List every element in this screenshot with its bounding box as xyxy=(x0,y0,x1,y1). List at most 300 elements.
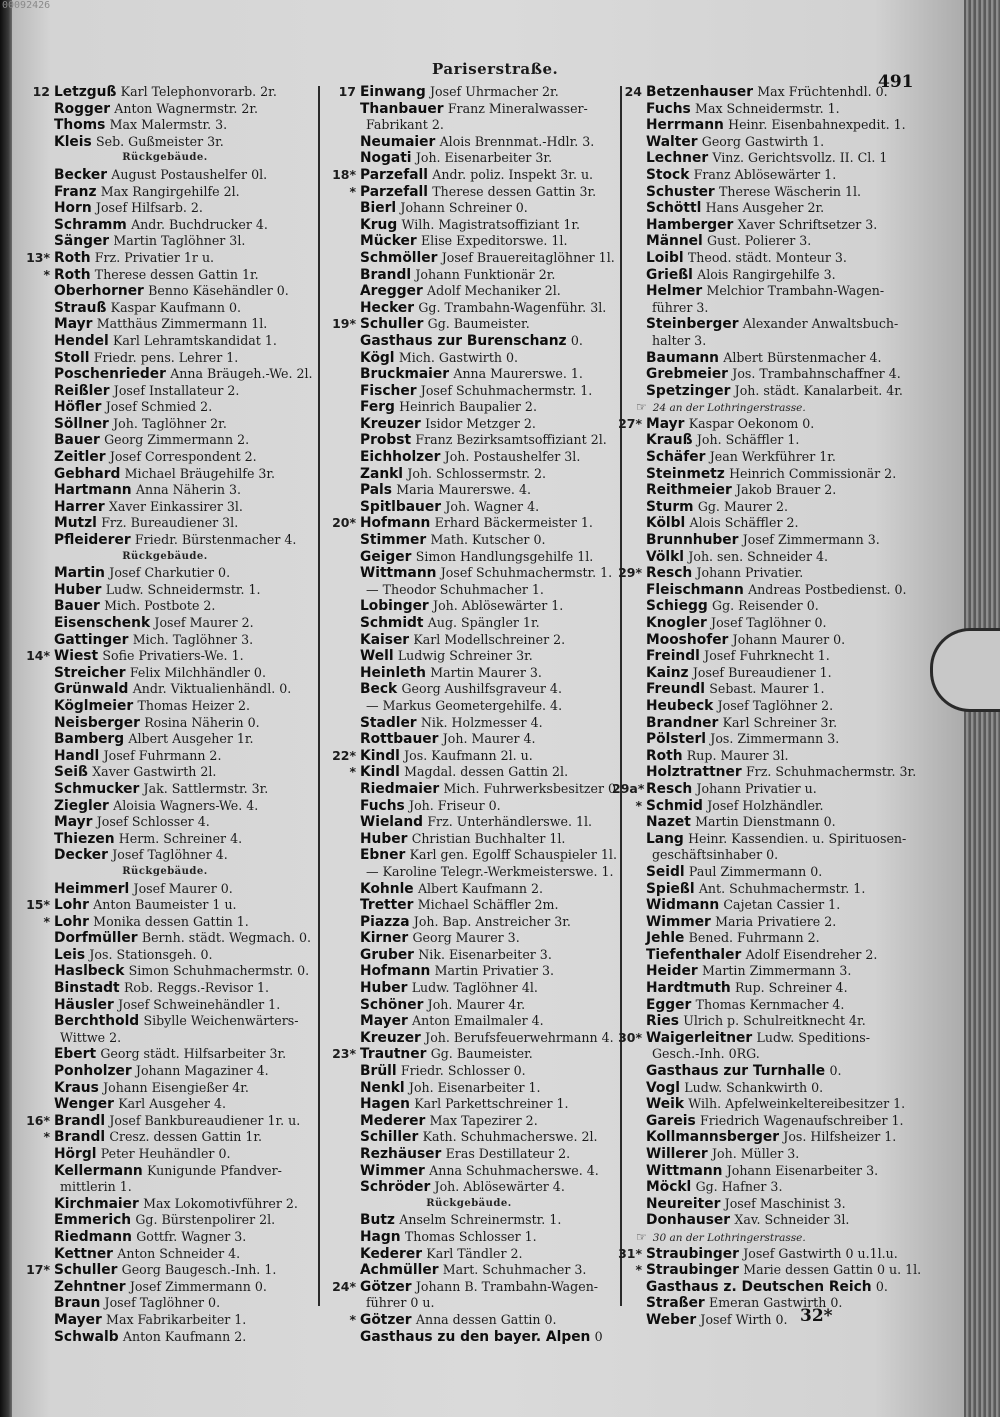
entry-detail: Wilh. Magistratsoffiziant 1r. xyxy=(401,216,580,232)
directory-entry xyxy=(612,1279,942,1296)
entry-detail: Josef Installateur 2. xyxy=(113,382,240,398)
directory-entry xyxy=(326,780,621,798)
entry-detail: Nik. Eisenarbeiter 3. xyxy=(418,946,552,962)
page-number: 491 xyxy=(878,72,914,92)
resident-name: Schuller xyxy=(54,1262,118,1279)
directory-entry xyxy=(612,947,942,964)
directory-entry xyxy=(612,416,942,433)
directory-entry xyxy=(612,665,942,682)
entry-detail: Thomas Heizer 2. xyxy=(137,697,251,713)
resident-name: Stoll xyxy=(54,349,90,366)
section-subheading: Rückgebäude. xyxy=(122,152,208,164)
entry-detail: Wittwe 2. xyxy=(60,1029,122,1045)
resident-name: Brüll xyxy=(360,1063,397,1080)
directory-entry xyxy=(612,150,942,167)
directory-entry xyxy=(326,1262,612,1279)
entry-detail: Andr. Viktualienhändl. 0. xyxy=(132,681,292,697)
directory-entry xyxy=(20,1163,310,1180)
directory-entry xyxy=(612,1246,942,1263)
resident-name: Mayr xyxy=(54,814,93,831)
directory-entry xyxy=(612,515,942,532)
entry-detail: Anton Schneider 4. xyxy=(117,1245,241,1261)
entry-detail: Mich. Postbote 2. xyxy=(104,598,216,614)
directory-entry xyxy=(20,532,310,549)
entry-detail: Max Rangirgehilfe 2l. xyxy=(100,183,240,199)
entry-detail: Adolf Mechaniker 2l. xyxy=(427,283,561,299)
resident-name: Mutzl xyxy=(54,515,97,532)
entry-detail: Josef Maurer 0. xyxy=(133,880,233,896)
directory-entry xyxy=(326,515,612,532)
house-number: * xyxy=(43,913,50,929)
directory-entry xyxy=(326,1329,612,1346)
entry-detail: Josef Schuhmachermstr. 1. xyxy=(420,382,593,398)
entry-detail: Johann Magaziner 4. xyxy=(135,1063,269,1079)
entry-detail: Andr. Buchdrucker 4. xyxy=(131,216,268,232)
entry-detail: Kaspar Oekonom 0. xyxy=(688,415,815,431)
entry-detail: Paul Zimmermann 0. xyxy=(688,863,823,879)
resident-name: Lang xyxy=(646,830,684,847)
directory-entry xyxy=(20,283,310,300)
resident-name: Schuller xyxy=(360,316,424,333)
directory-entry xyxy=(20,914,310,931)
entry-detail: Johann Eisenarbeiter 3. xyxy=(726,1162,879,1178)
directory-entry xyxy=(326,1030,612,1047)
entry-detail: Johann Eisengießer 4r. xyxy=(103,1079,249,1095)
directory-entry xyxy=(20,1146,310,1163)
resident-name: Fuchs xyxy=(360,797,405,814)
entry-detail: Max Tapezirer 2. xyxy=(429,1112,538,1128)
resident-name: Nogati xyxy=(360,150,412,167)
entry-detail: Albert Ausgeher 1r. xyxy=(128,731,254,747)
entry-detail: Josef Taglöhner 0. xyxy=(104,1295,221,1311)
directory-entry xyxy=(326,648,612,665)
resident-name: Widmann xyxy=(646,897,720,914)
resident-name: Bauer xyxy=(54,598,100,615)
entry-detail: Josef Taglöhner 0. xyxy=(711,615,827,630)
entry-continuation xyxy=(20,1030,310,1047)
resident-name: Krauß xyxy=(646,432,693,449)
entry-detail: Josef Charkutier 0. xyxy=(109,565,231,581)
directory-entry xyxy=(612,582,942,599)
resident-name: Seiß xyxy=(54,764,88,781)
section-subheading: Rückgebäude. xyxy=(122,550,208,562)
resident-name: Nenkl xyxy=(360,1079,405,1096)
resident-name: Zeitler xyxy=(54,449,106,466)
resident-name: Beck xyxy=(360,681,398,698)
resident-name: Huber xyxy=(360,830,408,847)
entry-detail: Marie dessen Gattin 0 u. 1l. xyxy=(743,1262,922,1278)
entry-detail: Gust. Polierer 3. xyxy=(707,233,812,249)
resident-name: Poschenrieder xyxy=(54,366,166,383)
resident-name: Kleis xyxy=(54,133,92,150)
directory-entry xyxy=(20,134,310,151)
resident-name: Schiegg xyxy=(646,598,708,615)
resident-name: Knogler xyxy=(646,615,707,631)
directory-entry xyxy=(20,515,310,532)
resident-name: Betzenhauser xyxy=(646,84,754,100)
directory-entry xyxy=(612,101,942,118)
entry-detail: — Markus Geometergehilfe. 4. xyxy=(366,697,563,713)
directory-entry xyxy=(20,316,310,333)
resident-name: Heider xyxy=(646,963,698,980)
directory-entry xyxy=(20,665,310,682)
resident-name: Spitlbauer xyxy=(360,498,442,515)
directory-entry xyxy=(20,1295,310,1312)
resident-name: Kainz xyxy=(646,664,689,681)
entry-detail: Jos. Stationsgeh. 0. xyxy=(89,946,213,962)
entry-detail: Martin Zimmermann 3. xyxy=(701,963,852,979)
entry-detail: Josef Zimmermann 3. xyxy=(742,532,880,548)
column-3 xyxy=(612,84,942,1329)
directory-entry xyxy=(326,1279,612,1296)
directory-entry xyxy=(20,980,310,997)
entry-detail: Josef Correspondent 2. xyxy=(109,449,257,465)
entry-continuation xyxy=(20,1179,310,1196)
directory-entry xyxy=(20,963,310,980)
resident-name: Schmöller xyxy=(360,249,438,266)
directory-entry xyxy=(326,366,612,383)
entry-detail: Max Früchtenhdl. 0. xyxy=(757,84,888,99)
resident-name: Götzer xyxy=(360,1311,412,1328)
directory-entry xyxy=(326,598,612,615)
entry-detail: Maria Privatiere 2. xyxy=(715,913,837,929)
directory-entry xyxy=(612,350,942,367)
entry-detail: Ludw. Schankwirth 0. xyxy=(684,1079,824,1095)
resident-name: Thoms xyxy=(54,117,106,134)
resident-name: Köglmeier xyxy=(54,697,134,714)
entry-detail: Bernh. städt. Wegmach. 0. xyxy=(141,930,312,946)
entry-detail: Josef Hilfsarb. 2. xyxy=(95,200,203,216)
directory-entry xyxy=(326,980,612,997)
house-number: * xyxy=(43,1129,50,1145)
entry-detail: Jos. Hilfsheizer 1. xyxy=(783,1129,897,1145)
resident-name: Straubinger xyxy=(646,1262,739,1279)
directory-entry xyxy=(20,930,310,947)
resident-name: Brunnhuber xyxy=(646,532,739,549)
directory-entry xyxy=(326,499,612,516)
entry-detail: Johann Privatier u. xyxy=(696,780,817,796)
resident-name: Walter xyxy=(646,133,698,150)
entry-detail: Georg Zimmermann 2. xyxy=(104,432,250,448)
resident-name: Resch xyxy=(646,565,693,582)
resident-name: Straubinger xyxy=(646,1245,739,1262)
directory-entry xyxy=(20,117,310,134)
entry-detail: Peter Heuhändler 0. xyxy=(100,1146,231,1161)
resident-name: Höfler xyxy=(54,399,102,416)
resident-name: Seidl xyxy=(646,863,685,880)
resident-name: Parzefall xyxy=(360,183,429,200)
entry-detail: Joh. Postaushelfer 3l. xyxy=(444,449,581,465)
entry-detail: Gg. Hafner 3. xyxy=(695,1179,783,1195)
resident-name: Dorfmüller xyxy=(54,930,138,947)
resident-name: Ferg xyxy=(360,399,395,416)
directory-entry xyxy=(326,217,612,234)
directory-entry xyxy=(20,1063,310,1080)
entry-detail: Heinr. Eisenbahnexpedit. 1. xyxy=(728,117,906,133)
resident-name: Aregger xyxy=(360,283,423,300)
entry-detail: Friedr. pens. Lehrer 1. xyxy=(93,349,239,365)
cross-reference-text: 24 an der Lothringerstrasse. xyxy=(652,402,806,415)
entry-detail: mittlerin 1. xyxy=(60,1179,132,1195)
entry-detail: Ludw. Speditions- xyxy=(756,1029,871,1045)
entry-continuation xyxy=(612,300,942,317)
resident-name: Weber xyxy=(646,1311,697,1328)
resident-name: Helmer xyxy=(646,283,703,300)
directory-entry xyxy=(612,499,942,516)
resident-name: Hörgl xyxy=(54,1146,97,1162)
entry-detail: Aloisia Wagners-We. 4. xyxy=(113,797,259,813)
entry-detail: Gg. Trambahn-Wagenführ. 3l. xyxy=(418,299,607,315)
house-number: 27* xyxy=(618,415,642,431)
entry-detail: Karl Schreiner 3r. xyxy=(722,714,838,730)
resident-name: Tretter xyxy=(360,897,414,914)
entry-detail: Joh. städt. Kanalarbeit. 4r. xyxy=(734,382,903,398)
resident-name: Spießl xyxy=(646,880,695,897)
entry-detail: Hans Ausgeher 2r. xyxy=(705,200,825,216)
resident-name: Götzer xyxy=(360,1278,412,1295)
entry-detail: Friedrich Wagenaufschreiber 1. xyxy=(700,1112,904,1128)
resident-name: Kettner xyxy=(54,1245,113,1262)
resident-name: Neisberger xyxy=(54,714,140,731)
resident-name: Becker xyxy=(54,166,108,183)
house-number: 22* xyxy=(332,747,356,763)
resident-name: Kölbl xyxy=(646,515,686,532)
resident-name: Stadler xyxy=(360,714,417,731)
resident-name: Pölsterl xyxy=(646,731,707,748)
resident-name: Lobinger xyxy=(360,598,429,615)
resident-name: Schiller xyxy=(360,1129,419,1146)
directory-entry xyxy=(612,482,942,499)
resident-name: Piazza xyxy=(360,913,410,930)
house-number: * xyxy=(349,764,356,780)
directory-entry xyxy=(612,217,942,234)
directory-entry xyxy=(20,499,310,516)
resident-name: Lohr xyxy=(54,913,89,930)
directory-entry xyxy=(612,167,942,184)
entry-detail: Josef Schmied 2. xyxy=(105,399,213,415)
entry-detail: Math. Kutscher 0. xyxy=(430,532,546,548)
resident-name: Achmüller xyxy=(360,1262,439,1279)
resident-name: Schmid xyxy=(646,797,703,814)
entry-detail: Theod. städt. Monteur 3. xyxy=(687,249,847,265)
pointing-hand-icon: ☞ xyxy=(636,400,647,415)
directory-entry xyxy=(326,947,612,964)
directory-entry xyxy=(20,466,310,483)
column-2 xyxy=(326,84,621,1345)
entry-detail: Adolf Eisendreher 2. xyxy=(745,946,878,962)
directory-entry xyxy=(20,1113,310,1130)
directory-entry xyxy=(326,715,612,732)
entry-detail: Joh. sen. Schneider 4. xyxy=(688,548,829,564)
directory-entry xyxy=(612,764,942,781)
directory-entry xyxy=(326,383,612,400)
resident-name: Mayer xyxy=(54,1311,102,1328)
entry-detail: Gg. Baumeister. xyxy=(427,316,530,332)
resident-name: Mooshofer xyxy=(646,631,729,648)
resident-name: Möckl xyxy=(646,1179,692,1196)
entry-detail: Sebast. Maurer 1. xyxy=(709,681,825,697)
directory-entry xyxy=(612,449,942,466)
resident-name: Brandl xyxy=(54,1112,106,1129)
directory-entry xyxy=(612,681,942,698)
entry-detail: Friedr. Schlosser 0. xyxy=(400,1063,526,1079)
resident-name: Hardtmuth xyxy=(646,980,731,997)
directory-entry xyxy=(20,250,310,267)
directory-entry xyxy=(20,615,310,632)
entry-detail: Isidor Metzger 2. xyxy=(425,415,536,431)
resident-name: Einwang xyxy=(360,84,426,100)
resident-name: Well xyxy=(360,648,394,665)
directory-entry xyxy=(612,1080,942,1097)
directory-entry xyxy=(612,930,942,947)
entry-detail: Karl Tändler 2. xyxy=(426,1245,523,1261)
resident-name: Schöttl xyxy=(646,200,702,217)
directory-entry xyxy=(612,532,942,549)
entry-detail: Alois Rangirgehilfe 3. xyxy=(697,266,836,282)
directory-entry xyxy=(612,748,942,765)
entry-detail: Xaver Gastwirth 2l. xyxy=(92,764,217,780)
resident-name: Hofmann xyxy=(360,963,431,980)
resident-name: Hagen xyxy=(360,1096,410,1113)
directory-entry xyxy=(326,184,612,201)
entry-detail: Eras Destillateur 2. xyxy=(445,1146,571,1161)
directory-entry xyxy=(326,615,612,632)
house-number: * xyxy=(349,1311,356,1327)
entry-detail: Mich. Taglöhner 3. xyxy=(132,631,254,647)
directory-entry xyxy=(326,681,612,698)
directory-entry xyxy=(20,715,310,732)
resident-name: Thiezen xyxy=(54,830,115,847)
directory-entry xyxy=(612,383,942,400)
directory-entry xyxy=(612,831,942,848)
entry-detail: Maria Maurerswe. 4. xyxy=(396,482,531,498)
directory-entry xyxy=(20,897,310,914)
directory-entry xyxy=(612,798,942,815)
resident-name: Schramm xyxy=(54,216,127,233)
resident-name: Egger xyxy=(646,996,692,1013)
entry-detail: Friedr. Bürstenmacher 4. xyxy=(134,532,297,548)
cross-reference-note xyxy=(612,1229,942,1246)
resident-name: Hecker xyxy=(360,299,415,316)
resident-name: Probst xyxy=(360,432,412,449)
directory-entry xyxy=(20,350,310,367)
entry-detail: Josef Gastwirth 0 u.1l.u. xyxy=(743,1245,898,1261)
entry-continuation xyxy=(612,333,942,350)
section-subheading: Rückgebäude. xyxy=(426,1197,512,1209)
resident-name: Lohr xyxy=(54,897,89,914)
resident-name: Donhauser xyxy=(646,1212,731,1229)
resident-name: Gasthaus zu den bayer. Alpen xyxy=(360,1328,591,1345)
entry-detail: Jos. Zimmermann 3. xyxy=(710,731,840,747)
resident-name: Braun xyxy=(54,1295,101,1312)
entry-detail: Benno Käsehändler 0. xyxy=(148,283,289,299)
entry-detail: Joh. Wagner 4. xyxy=(445,498,540,514)
entry-detail: Aug. Spängler 1r. xyxy=(427,615,540,630)
resident-name: Rottbauer xyxy=(360,731,439,748)
resident-name: Grießl xyxy=(646,266,693,283)
house-number: 16* xyxy=(26,1112,50,1128)
directory-entry xyxy=(20,432,310,449)
resident-name: Roth xyxy=(54,249,91,266)
resident-name: Sänger xyxy=(54,233,110,250)
resident-name: Straßer xyxy=(646,1295,705,1312)
entry-detail: Karl Ausgeher 4. xyxy=(118,1096,226,1112)
entry-detail: Josef Uhrmacher 2r. xyxy=(430,84,559,99)
resident-name: Martin xyxy=(54,565,105,582)
entry-detail: Wilh. Apfelweinkeltereibesitzer 1. xyxy=(688,1096,906,1112)
directory-entry xyxy=(612,1129,942,1146)
resident-name: Gruber xyxy=(360,946,414,963)
entry-detail: Felix Milchhändler 0. xyxy=(129,664,266,680)
entry-detail: Josef Wirth 0. xyxy=(700,1311,788,1327)
resident-name: Sturm xyxy=(646,498,694,515)
entry-detail: Karl Parkettschreiner 1. xyxy=(414,1096,569,1112)
entry-detail: Bened. Fuhrmann 2. xyxy=(688,930,820,946)
resident-name: Hartmann xyxy=(54,482,132,499)
resident-name: Riedmaier xyxy=(360,780,440,797)
resident-name: Nazet xyxy=(646,814,691,831)
resident-name: Pals xyxy=(360,482,392,499)
directory-entry xyxy=(326,1013,612,1030)
directory-entry xyxy=(326,267,612,284)
entry-detail: Andreas Postbedienst. 0. xyxy=(748,581,907,597)
entry-detail: Joh. Ablösewärter 4. xyxy=(434,1179,565,1195)
resident-name: Söllner xyxy=(54,415,109,432)
entry-detail: Anselm Schreinermstr. 1. xyxy=(399,1212,562,1228)
resident-name: Mayr xyxy=(54,316,93,333)
directory-entry xyxy=(20,1096,310,1113)
entry-detail: Kath. Schuhmacherswe. 2l. xyxy=(422,1129,598,1145)
entry-detail: Ludwig Schreiner 3r. xyxy=(397,648,533,664)
entry-detail: Karl Modellschreiner 2. xyxy=(413,631,566,647)
resident-name: Ponholzer xyxy=(54,1063,132,1080)
entry-detail: Anton Kaufmann 2. xyxy=(122,1328,247,1344)
resident-name: Butz xyxy=(360,1212,395,1229)
house-number: 13* xyxy=(26,249,50,265)
directory-entry xyxy=(20,416,310,433)
entry-detail: Johann Schreiner 0. xyxy=(400,200,528,216)
directory-entry xyxy=(20,1129,310,1146)
directory-entry xyxy=(326,449,612,466)
resident-name: Hendel xyxy=(54,332,109,349)
entry-detail: führer 0 u. xyxy=(366,1295,435,1311)
directory-entry xyxy=(612,233,942,250)
directory-entry xyxy=(20,200,310,217)
resident-name: Heinleth xyxy=(360,664,426,681)
directory-entry xyxy=(20,1212,310,1229)
resident-name: Ries xyxy=(646,1013,679,1030)
entry-detail: geschäftsinhaber 0. xyxy=(652,847,779,863)
entry-detail: Anton Wagnermstr. 2r. xyxy=(114,100,259,116)
entry-detail: Max Fabrikarbeiter 1. xyxy=(106,1311,247,1327)
entry-detail: Franz Ablösewärter 1. xyxy=(693,166,837,182)
directory-entry xyxy=(20,632,310,649)
entry-detail: Franz Bezirksamtsoffiziant 2l. xyxy=(415,432,607,448)
resident-name: Freundl xyxy=(646,681,705,698)
directory-entry xyxy=(20,482,310,499)
resident-name: Kögl xyxy=(360,349,395,366)
directory-entry xyxy=(612,1312,942,1329)
directory-entry xyxy=(20,1279,310,1296)
directory-entry xyxy=(326,881,612,898)
resident-name: Emmerich xyxy=(54,1212,132,1229)
directory-entry xyxy=(20,582,310,599)
resident-name: Wieland xyxy=(360,814,424,831)
entry-detail: Jos. Trambahnschaffner 4. xyxy=(732,366,901,382)
resident-name: Mederer xyxy=(360,1112,426,1129)
entry-detail: Andr. poliz. Inspekt 3r. u. xyxy=(432,166,594,182)
directory-entry xyxy=(20,947,310,964)
